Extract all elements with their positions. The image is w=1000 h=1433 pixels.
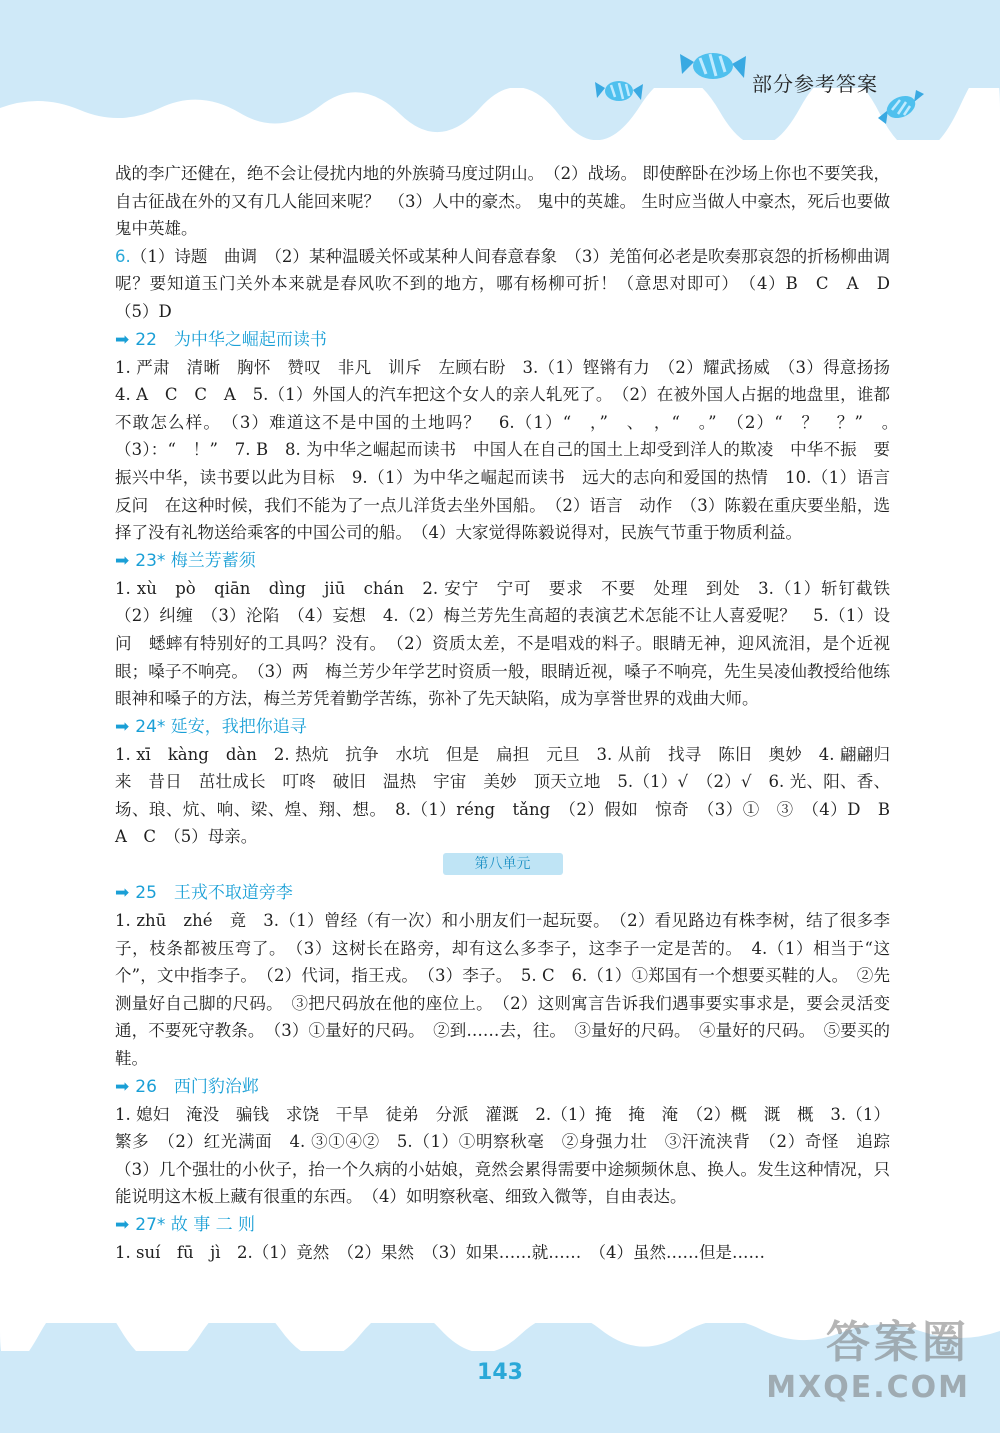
answer-text: 战的李广还健在，绝不会让侵扰内地的外族骑马度过阴山。 （2）战场。 即使醉卧在沙场上你也不要笑我，自古征战在外的又有几人能回来呢？ （3）人中的豪杰。 鬼中的英雄。 生时应当做人中豪杰，死后也要做鬼中英雄。 bbox=[115, 164, 890, 239]
arrow-icon: ➡ bbox=[115, 883, 130, 904]
lesson-heading bbox=[115, 547, 890, 575]
answer-text: 1. xī kàng dàn 2. 热炕 抗争 水坑 但是 扁担 元旦 3. 从前 找寻 陈旧 奥妙 4. 翩翩归来 昔日 茁壮成长 叮咚 破旧 温热 宇宙 美妙 顶天立地 5.（1）√ （2）√ 6. 光、阳、香、场、琅、炕、响、梁、煌、翔、想。 8.（1）réng tǎng （2）假如 惊奇 （3）① ③ （4）D B A C （5）母亲。 bbox=[115, 744, 907, 847]
arrow-icon: ➡ bbox=[115, 550, 130, 571]
watermark bbox=[766, 1306, 970, 1405]
lesson-heading bbox=[115, 1073, 890, 1101]
candy-icon bbox=[876, 88, 926, 128]
lesson-heading-text: 26 西门豹治邺 bbox=[135, 1076, 259, 1097]
candy-icon bbox=[594, 74, 644, 108]
answer-text: 1. xù pò qiān dìng jiū chán 2. 安宁 宁可 要求 不要 处理 到处 3.（1）斩钉截铁 （2）纠缠 （3）沦陷 （4）妄想 4.（2）梅兰芳先生高超的表演艺术怎能不让人喜爱呢？ 5.（1）设问 蟋蟀有特别好的工具吗？没有。 （2）资质太差，不是唱戏的料子。眼睛无神，迎风流泪，是个近视眼；嗓子不响亮。 （3）两 梅兰芳少年学艺时资质一般，眼睛近视，嗓子不响亮，先生吴凌仙教授给他练眼神和嗓子的方法，梅兰芳凭着勤学苦练，弥补了先天缺陷，成为享誉世界的戏曲大师。 bbox=[115, 578, 907, 709]
page-number: 143 bbox=[477, 1360, 523, 1385]
lesson-heading-text: 24* 延安，我把你追寻 bbox=[135, 716, 307, 737]
answer-number: 6. bbox=[115, 246, 131, 266]
lesson-heading-text: 23* 梅兰芳蓄须 bbox=[135, 550, 256, 571]
answer-paragraph bbox=[115, 1239, 890, 1267]
answer-content bbox=[115, 160, 907, 1267]
answer-paragraph bbox=[115, 243, 907, 326]
watermark-line2: MXQE.COM bbox=[766, 1370, 970, 1405]
answer-paragraph bbox=[115, 1101, 907, 1211]
lesson-heading-text: 22 为中华之崛起而读书 bbox=[135, 329, 327, 350]
answer-text: 1. 媳妇 淹没 骗钱 求饶 干旱 徒弟 分派 灌溉 2.（1）掩 掩 淹 （2）概 溉 概 3.（1）繁多 （2）红光满面 4. ③①④② 5.（1）①明察秋毫 ②身强力壮 ③汗流浃背 （2）奇怪 追踪 （3）几个强壮的小伙子，抬一个久病的小姑娘，竟然会累得需要中途频频休息、换人。发生这种情况，只能说明这木板上藏有很重的东西。 （4）如明察秋毫、细致入微等，自由表达。 bbox=[115, 1104, 907, 1207]
answer-paragraph bbox=[115, 160, 890, 243]
lesson-heading bbox=[115, 326, 890, 354]
arrow-icon: ➡ bbox=[115, 1215, 130, 1235]
answer-paragraph bbox=[115, 907, 890, 1073]
answer-paragraph bbox=[115, 575, 907, 713]
lesson-heading-text: 27* 故 事 二 则 bbox=[135, 1215, 255, 1235]
candy-icon bbox=[678, 44, 748, 88]
arrow-icon: ➡ bbox=[115, 716, 130, 737]
top-wave-decoration bbox=[0, 88, 1000, 148]
watermark-line1: 答案圈 bbox=[826, 1317, 970, 1368]
answer-paragraph bbox=[115, 741, 907, 851]
lesson-heading bbox=[115, 713, 890, 741]
header-title: 部分参考答案 bbox=[752, 72, 878, 96]
answer-text: 1. zhū zhé 竟 3.（1）曾经（有一次）和小朋友们一起玩耍。 （2）看见路边有株李树，结了很多李子，枝条都被压弯了。 （3）这树长在路旁，却有这么多李子，这李子一定是苦的。 4.（1）相当于“这个”，文中指李子。 （2）代词，指王戎。 （3）李子。 5. C 6.（1）①郑国有一个想要买鞋的人。 ②先测量好自己脚的尺码。 ③把尺码放在他的座位上。 （2）这则寓言告诉我们遇事要实事求是，要会灵活变通，不要死守教条。 （3）①量好的尺码。 ②到……去，往。 ③量好的尺码。 ④量好的尺码。 ⑤要买的鞋。 bbox=[115, 911, 890, 1069]
lesson-heading bbox=[115, 879, 890, 907]
answer-text: 1. suí fū jì 2.（1）竟然 （2）果然 （3）如果……就…… （4）虽然……但是…… bbox=[115, 1243, 765, 1262]
unit-label: 第八单元 bbox=[443, 853, 563, 875]
lesson-heading-text: 25 王戎不取道旁李 bbox=[135, 883, 293, 904]
answer-paragraph bbox=[115, 354, 907, 547]
arrow-icon: ➡ bbox=[115, 329, 130, 350]
arrow-icon: ➡ bbox=[115, 1076, 130, 1097]
answer-text: 1. 严肃 清晰 胸怀 赞叹 非凡 训斥 左顾右盼 3.（1）铿锵有力 （2）耀武扬威 （3）得意扬扬 4. A C C A 5.（1）外国人的汽车把这个女人的亲人轧死了。 （2）在被外国人占据的地盘里，谁都不敢怎么样。 （3）难道这不是中国的土地吗？ 6.（1）“ ，” 、 ，“ 。” （2）“ ？ ？” 。 （3）：“ ！” 7. B 8. 为中华之崛起而读书 中国人在自己的国土上却受到洋人的欺凌 中华不振 要振兴中华，读书要以此为目标 9.（1）为中华之崛起而读书 远大的志向和爱国的热情 10.（1）语言 反问 在这种时候，我们不能为了一点儿洋货去坐外国船。 （2）语言 动作 （3）陈毅在重庆要坐船，选择了没有礼物送给乘客的中国公司的船。 （4）大家觉得陈毅说得对，民族气节重于物质利益。 bbox=[115, 357, 907, 543]
answer-text: （1）诗题 曲调 （2）某种温暖关怀或某种人间春意春象 （3）羌笛何必老是吹奏那哀怨的折杨柳曲调呢？要知道玉门关外本来就是春风吹不到的地方，哪有杨柳可折！（意思对即可） （4）B C A D （5）D bbox=[115, 246, 907, 321]
lesson-heading bbox=[115, 1211, 890, 1239]
